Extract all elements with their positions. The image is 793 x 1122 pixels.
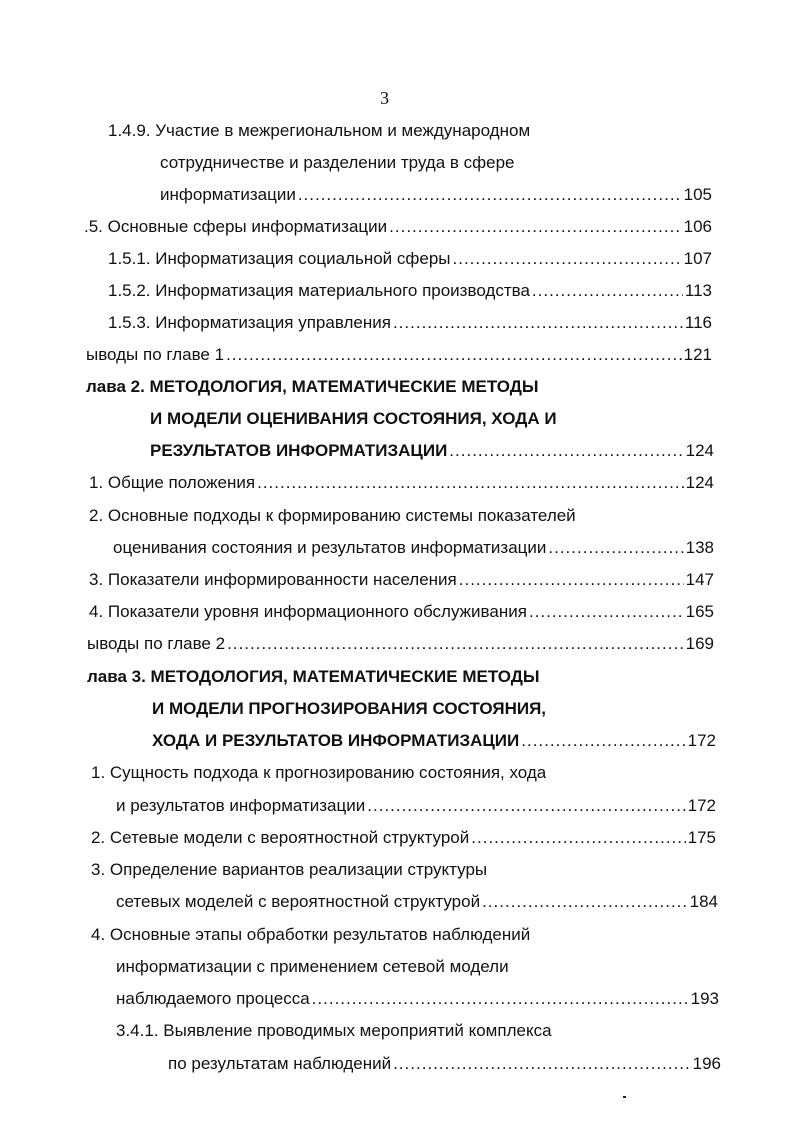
- toc-entry-title: 4. Основные этапы обработки результатов наблюдений: [91, 925, 531, 944]
- toc-dot-leader: [257, 471, 684, 495]
- toc-entry-page: 105: [683, 185, 712, 204]
- toc-entry: [89, 568, 714, 592]
- toc-entry: [91, 761, 546, 785]
- toc-entry-title: 2. Сетевые модели с вероятностной структурой: [91, 828, 470, 847]
- toc-dot-leader: [312, 987, 689, 1011]
- toc-entry-title: сотрудничестве и разделении труда в сфере: [160, 153, 515, 172]
- toc-dot-leader: [482, 890, 688, 914]
- toc-entry-page: 169: [685, 634, 714, 653]
- toc-entry: [86, 375, 539, 399]
- toc-entry-title: 3.4.1. Выявление проводимых мероприятий комплекса: [116, 1021, 552, 1040]
- toc-entry-page: 106: [683, 217, 712, 236]
- toc-entry-page: 172: [687, 731, 716, 750]
- toc-entry: [86, 343, 712, 367]
- toc-entry-title: РЕЗУЛЬТАТОВ ИНФОРМАТИЗАЦИИ: [150, 441, 448, 460]
- toc-dot-leader: [367, 794, 685, 818]
- toc-entry-title: И МОДЕЛИ ОЦЕНИВАНИЯ СОСТОЯНИЯ, ХОДА И: [150, 409, 557, 428]
- toc-entry-title: информатизации с применением сетевой модели: [116, 957, 509, 976]
- toc-entry: [91, 923, 530, 947]
- toc-entry: [87, 665, 540, 689]
- toc-entry: [152, 697, 546, 721]
- toc-entry: [116, 955, 509, 979]
- toc-entry-title: ыводы по главе 1: [86, 345, 225, 364]
- toc-dot-leader: [298, 183, 682, 207]
- toc-entry-page: 172: [687, 796, 716, 815]
- toc-entry-title: 3. Показатели информированности населения: [89, 570, 457, 589]
- toc-entry: [160, 183, 712, 207]
- toc-entry: [84, 215, 712, 239]
- toc-entry-page: 121: [683, 345, 712, 364]
- toc-entry: [168, 1052, 721, 1076]
- toc-dot-leader: [471, 826, 685, 850]
- page-number: 3: [380, 88, 389, 108]
- toc-entry: [87, 632, 714, 656]
- toc-entry-page: 124: [685, 441, 714, 460]
- toc-dot-leader: [548, 536, 683, 560]
- toc-entry-title: 1. Сущность подхода к прогнозированию состояния, хода: [91, 763, 547, 782]
- toc-entry-title: 1. Общие положения: [89, 473, 256, 492]
- toc-entry-title: 1.4.9. Участие в межрегиональном и международном: [108, 121, 531, 140]
- toc-entry: [150, 439, 714, 463]
- toc-entry: [116, 794, 716, 818]
- toc-entry: [91, 826, 716, 850]
- toc-entry-title: информатизации: [160, 185, 296, 204]
- toc-entry-title: лава 2. МЕТОДОЛОГИЯ, МАТЕМАТИЧЕСКИЕ МЕТОДЫ: [86, 377, 539, 396]
- toc-entry-title: оценивания состояния и результатов информатизации: [113, 538, 547, 557]
- toc-entry-page: 175: [687, 828, 716, 847]
- toc-dot-leader: [393, 311, 683, 335]
- toc-entry-title: лава 3. МЕТОДОЛОГИЯ, МАТЕМАТИЧЕСКИЕ МЕТОДЫ: [87, 667, 540, 686]
- toc-entry-title: наблюдаемого процесса: [116, 989, 310, 1008]
- toc-entry: [89, 471, 714, 495]
- toc-entry-title: 4. Показатели уровня информационного обслуживания: [89, 602, 527, 621]
- toc-dot-leader: [449, 439, 683, 463]
- scan-speck: [623, 1096, 626, 1098]
- toc-entry: [152, 729, 716, 753]
- toc-entry: [150, 407, 557, 431]
- toc-entry-title: 2. Основные подходы к формированию системы показателей: [89, 506, 576, 525]
- toc-entry: [160, 151, 515, 175]
- toc-dot-leader: [459, 568, 684, 592]
- toc-entry-title: сетевых моделей с вероятностной структурой: [116, 892, 481, 911]
- toc-entry: [108, 247, 712, 271]
- toc-entry-page: 138: [685, 538, 714, 557]
- toc-entry-title: 1.5.3. Информатизация управления: [108, 313, 391, 332]
- toc-entry-page: 107: [683, 249, 712, 268]
- toc-entry-page: 196: [692, 1054, 721, 1073]
- toc-entry-page: 184: [689, 892, 718, 911]
- toc-dot-leader: [532, 279, 683, 303]
- toc-dot-leader: [389, 215, 681, 239]
- toc-entry: [89, 600, 714, 624]
- toc-dot-leader: [227, 632, 684, 656]
- toc-entry: [91, 858, 487, 882]
- toc-entry: [116, 1019, 552, 1043]
- toc-entry-title: .5. Основные сферы информатизации: [84, 217, 388, 236]
- toc-entry-title: и результатов информатизации: [116, 796, 366, 815]
- toc-entry: [108, 119, 530, 143]
- toc-entry-title: по результатам наблюдений: [168, 1054, 392, 1073]
- toc-entry-title: 3. Определение вариантов реализации структуры: [91, 860, 488, 879]
- toc-dot-leader: [521, 729, 685, 753]
- toc-dot-leader: [226, 343, 682, 367]
- toc-entry: [113, 536, 714, 560]
- toc-entry-title: 1.5.2. Информатизация материального производства: [108, 281, 530, 300]
- toc-entry-title: И МОДЕЛИ ПРОГНОЗИРОВАНИЯ СОСТОЯНИЯ,: [152, 699, 547, 718]
- toc-entry: [89, 504, 576, 528]
- toc-entry-page: 147: [685, 570, 714, 589]
- toc-dot-leader: [453, 247, 682, 271]
- toc-dot-leader: [393, 1052, 691, 1076]
- toc-dot-leader: [529, 600, 684, 624]
- toc-entry-title: ыводы по главе 2: [87, 634, 226, 653]
- toc-entry-page: 165: [685, 602, 714, 621]
- toc-entry-page: 116: [684, 313, 712, 332]
- toc-entry: [108, 311, 712, 335]
- toc-entry-page: 193: [690, 989, 719, 1008]
- toc-entry: [116, 890, 718, 914]
- toc-entry: [108, 279, 712, 303]
- toc-entry-page: 113: [684, 281, 712, 300]
- toc-entry: [116, 987, 719, 1011]
- toc-entry-page: 124: [685, 473, 714, 492]
- toc-entry-title: 1.5.1. Информатизация социальной сферы: [108, 249, 451, 268]
- toc-entry-title: ХОДА И РЕЗУЛЬТАТОВ ИНФОРМАТИЗАЦИИ: [152, 731, 520, 750]
